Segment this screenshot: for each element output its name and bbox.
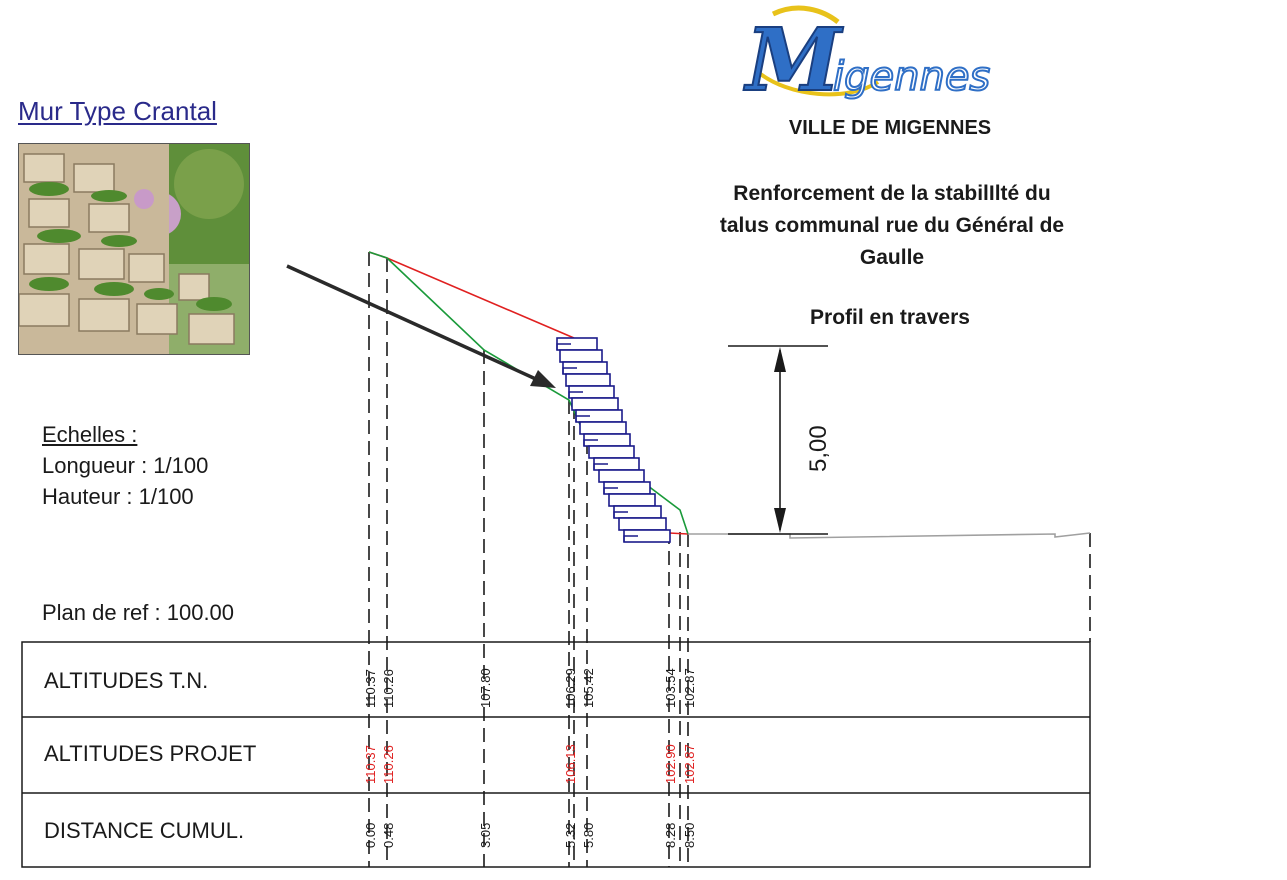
scales-heading: Echelles :: [42, 422, 138, 447]
wall-block: [560, 350, 602, 362]
profile-title: Profil en travers: [810, 306, 970, 329]
wall-block: [566, 374, 610, 386]
value-projet: 110.26: [381, 745, 396, 784]
value-distance: 5.80: [581, 822, 596, 848]
project-title-line: Gaulle: [859, 246, 925, 269]
dimension-arrow-down: [774, 508, 786, 533]
value-distance: 8.28: [663, 822, 678, 848]
value-tn: 105.42: [581, 668, 596, 708]
row-label-distance: DISTANCE CUMUL.: [44, 818, 245, 843]
value-distance: 3.05: [478, 822, 493, 848]
table-values: [363, 668, 697, 848]
wall-block: [572, 398, 618, 410]
logo-word: igennes: [833, 54, 991, 100]
wall-block: [589, 446, 634, 458]
wall-block: [580, 422, 626, 434]
scale-length: Longueur : 1/100: [42, 453, 209, 478]
wall-block: [619, 518, 666, 530]
value-distance: 8.50: [682, 822, 697, 848]
wall-block: [609, 494, 655, 506]
value-distance: 5.32: [563, 822, 578, 848]
value-distance: 0.00: [363, 822, 378, 848]
logo-letter-m: M: [746, 10, 842, 107]
value-projet: 102.90: [663, 744, 678, 784]
photo-title: Mur Type Crantal: [18, 96, 217, 126]
reference-plane: Plan de ref : 100.00: [42, 600, 235, 625]
value-distance: 0.48: [381, 822, 396, 848]
project-line-foot: [669, 533, 688, 534]
city-name: VILLE DE MIGENNES: [788, 117, 992, 139]
value-tn: 103.54: [663, 668, 678, 708]
value-tn: 107.80: [478, 668, 493, 708]
project-title-line: Renforcement de la stabilIlté du: [733, 182, 1051, 205]
dimension-label: 5,00: [805, 425, 832, 472]
value-projet: 102.87: [682, 744, 697, 784]
project-line-slope: [369, 252, 574, 338]
row-label-tn: ALTITUDES T.N.: [44, 668, 209, 693]
value-projet: 106.13: [563, 744, 578, 784]
value-projet: 110.37: [363, 745, 378, 784]
value-tn: 106.29: [563, 668, 578, 708]
wall-block: [599, 470, 644, 482]
value-tn: 110.37: [363, 669, 378, 708]
scale-height: Hauteur : 1/100: [42, 484, 194, 509]
row-label-projet: ALTITUDES PROJET: [44, 741, 257, 766]
project-title-line: talus communal rue du Général de: [719, 214, 1065, 237]
dimension-arrow-up: [774, 347, 786, 372]
value-tn: 102.87: [682, 668, 697, 708]
value-tn: 110.26: [381, 669, 396, 708]
pointer-arrow-head: [530, 370, 556, 388]
